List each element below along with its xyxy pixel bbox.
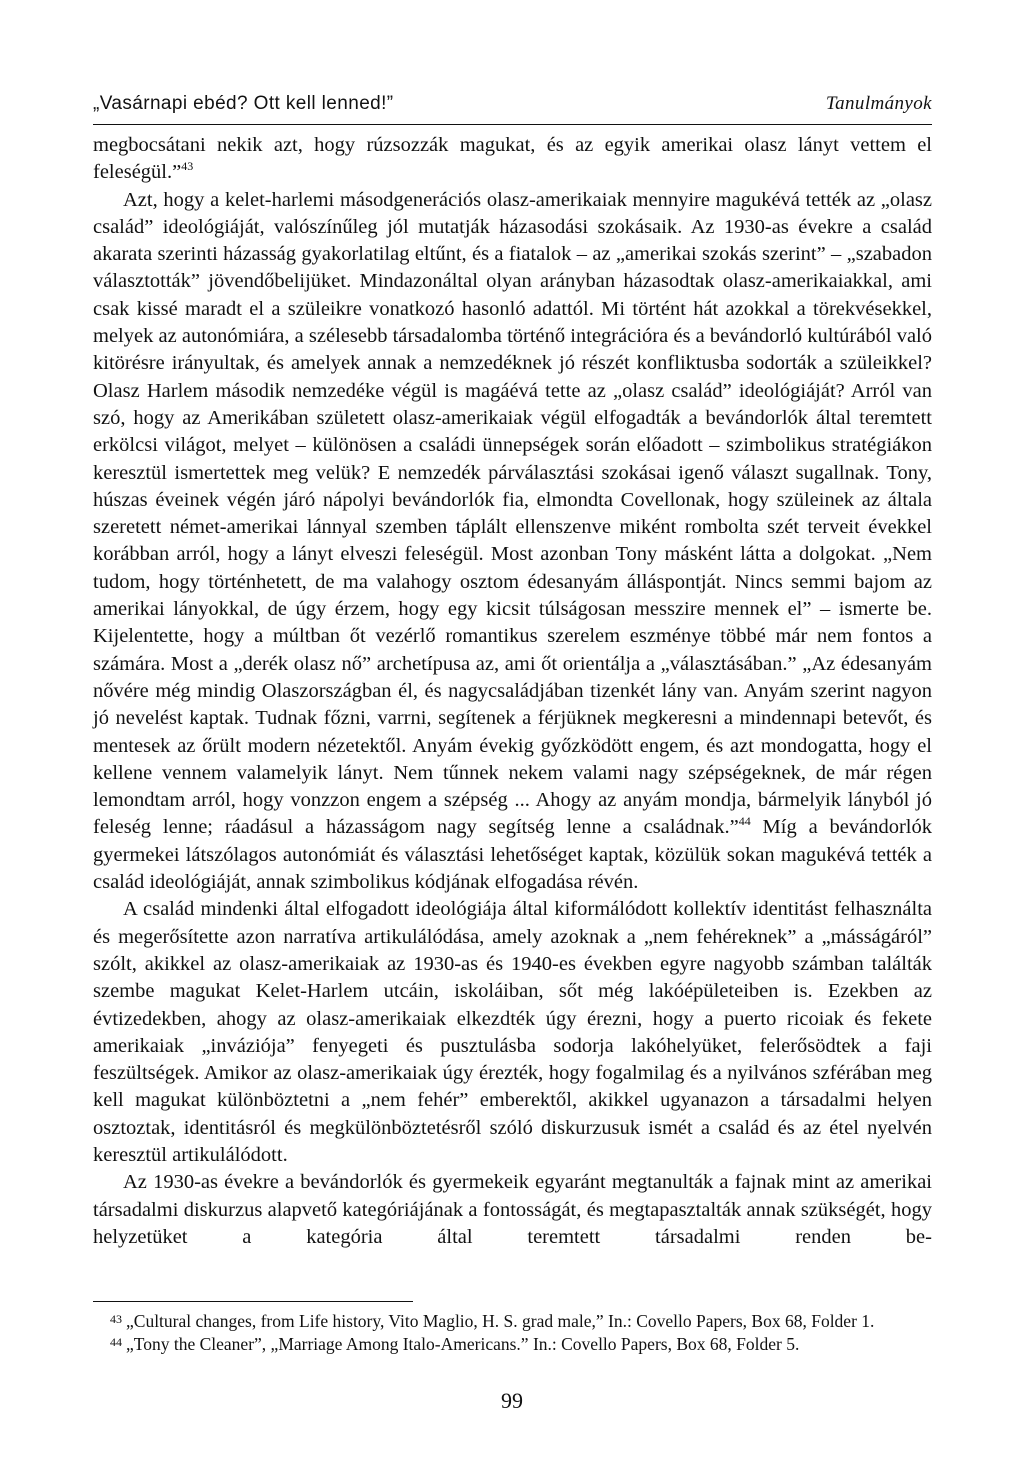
section-name: Tanulmányok [825,93,932,114]
paragraph-text: Azt, hogy a kelet-harlemi másodgenerációs olasz-amerikaiak mennyire magukévá tették az „olasz család” ideológiáját, valószínűleg jól mutatják házasodási szokásaik. Az 1930-as évekre a család akarata szerinti házasság gyakorlatilag eltűnt, és a fiatalok – az „amerikai szokás szerint” – „szabadon választották” jövendőbelijüket. Mindazonáltal olyan arányban házasodtak olasz-amerikaiakkal, ami csak kissé maradt el a szüleikre vonatkozó hasonló adattól. Mi történt hát azokkal a törekvésekkel, melyek az autonómiára, a szélesebb társadalomba történő integrációra és a bevándorló kultúrából való kitörésre irányultak, és amelyek annak a nemzedéknek jó részét konfliktusba sodorták a szüleikkel? Olasz Harlem második nemzedéke végül is magáévá tette az „olasz család” ideológiáját? Arról van szó, hogy az Amerikában született olasz-amerikaiak végül elfogadták a bevándorlók által teremtett erkölcsi világot, melyet – különösen a családi ünnepségek során előadott – szimbolikus stratégiákon keresztül ismertettek meg velük? E nemzedék párválasztási szokásai igenő választ sugallnak. Tony, húszas éveinek végén járó nápolyi bevándorlók fia, elmondta Covellonak, hogy szüleinek az általa szeretett német-amerikai lánnyal szemben táplált ellenszenve miként rombolta szét terveit évekkel korábban arról, hogy a lányt elveszi feleségül. Most azonban Tony másként látta a dolgokat. „Nem tudom, hogy történhetett, de ma valahogy osztom édesanyám álláspontját. Nincs semmi bajom az amerikai lányokkal, de úgy érzem, hogy egy kicsit túlságosan messzire mennek el” – ismerte be. Kijelentette, hogy a múltban őt vezérlő romantikus szerelem eszménye többé már nem fontos a számára. Most a „derék olasz nő” archetípusa az, ami őt orientálja a „választásában.” „Az édesanyám nővére még mindig Olaszországban él, és nagycsaládjában tizenkét lány van. Anyám szerint nagyon jó nevelést kaptak. Tudnak főzni, varrni, segítenek a férjüknek megkeresni a mindennapi betevőt, és mentesek az őrült modern nézetektől. Anyám évekig győzködött engem, és azt mondogatta, hogy el kellene vennem valamelyik lányt. Nem tűnnek nekem valami nagy szépségeknek, de már régen lemondtam arról, hogy vonzzon engem a szépség ... Ahogy az anyám mondja, bármelyik lányból jó feleség lenne; ráadásul a házasságom nagy segítség lenne a családnak.” [93,188,932,839]
footnote-ref: 43 [181,159,194,174]
footnote-rule [93,1301,413,1302]
body-text [93,132,932,1251]
header-rule [93,124,932,125]
footnote-ref: 44 [738,814,751,829]
paragraph [93,132,932,187]
page-number: 99 [501,1388,523,1413]
footnote-text: „Tony the Cleaner”, „Marriage Among Italo-Americans.” In.: Covello Papers, Box 68, Folder 5. [126,1333,800,1354]
footnotes [110,1310,896,1355]
footnote [110,1310,896,1333]
paragraph [93,187,932,897]
paragraph-text: megbocsátani nekik azt, hogy rúzsozzák magukat, és az egyik amerikai olasz lányt vettem el feleségül.” [93,134,932,184]
running-title: „Vasárnapi ebéd? Ott kell lenned!” [93,93,394,114]
footnote-number: 44 [110,1334,122,1349]
running-header [93,93,932,115]
paragraph-text: Míg a bevándorlók gyermekei látszólagos autonómiát és választási lehetőséget kaptak, közülük sokan magukévá tették a család ideológiáját, annak szimbolikus kódjának elfogadása révén. [93,816,932,894]
footnote-number: 43 [110,1312,122,1326]
paragraph: Az 1930-as évekre a bevándorlók és gyermekeik egyaránt megtanulták a fajnak mint az amerikai társadalmi diskurzus alapvető kategóriájának a fontosságát, és megtapasztalták annak szükségét, hogy helyzetüket a kategória által teremtett társadalmi renden be- [93,1171,932,1248]
footnote [110,1333,896,1356]
paragraph: A család mindenki által elfogadott ideológiája által kiformálódott kollektív identitást felhasználta és megerősítette azon narratíva artikulálódása, amely azoknak a „nem fehéreknek” a „másságáról” szólt, akikkel az olasz-amerikaiak az 1930-as és 1940-es években egyre nagyobb számban találták szembe magukat Kelet-Harlem utcáin, iskoláiban, sőt még lakóépületeiben is. Ezekben az évtizedekben, ahogy az olasz-amerikaiak elkezdték úgy érezni, hogy a puerto ricoiak és fekete amerikaiak „inváziója” fenyegeti és pusztulásba sodorja lakóhelyüket, felerősödtek a faji feszültségek. Amikor az olasz-amerikaiak úgy érezték, hogy fogalmilag és a nyilvános szférában meg kell magukat különböztetni a „nem fehér” emberektől, akikkel ugyanazon a társadalmi helyen osztoztak, identitásról és megkülönböztetésről szóló diskurzusuk ismét a család és az étel nyelvén keresztül artikulálódott. [93,898,932,1166]
footnote-text: „Cultural changes, from Life history, Vito Maglio, H. S. grad male,” In.: Covello Papers, Box 68, Folder 1. [126,1311,875,1331]
